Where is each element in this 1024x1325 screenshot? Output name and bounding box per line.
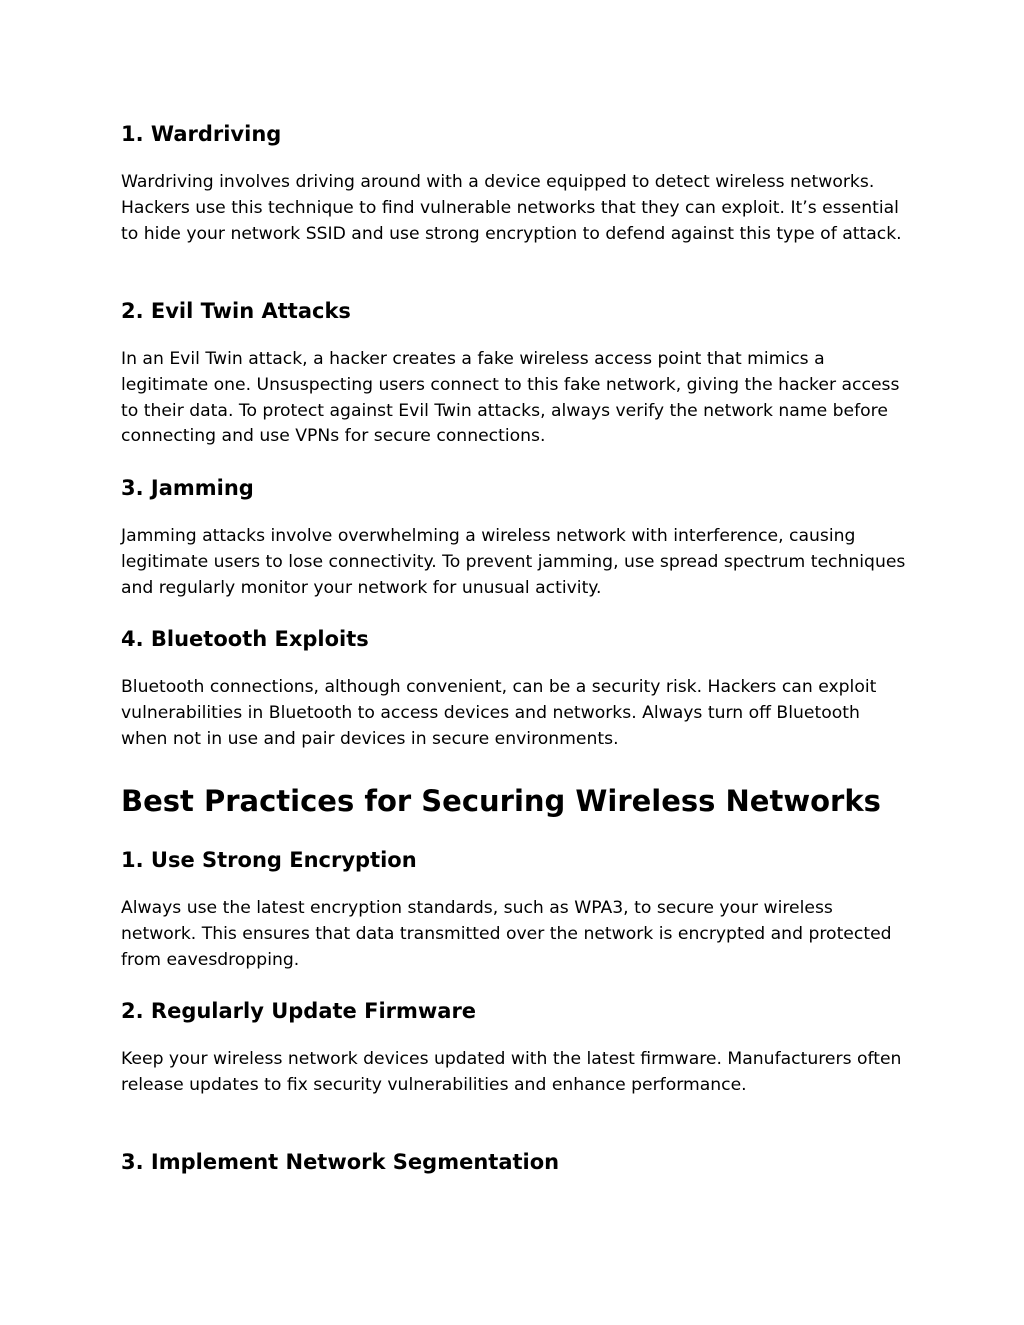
practice-heading-segmentation: 3. Implement Network Segmentation	[121, 1150, 560, 1174]
section-body-wardriving: Wardriving involves driving around with a device equipped to detect wireless networks. Hackers use this technique to find vulnerable networks that they can exploit. It’s essential to hide your network SSID and use strong encryption to defend against this type of attack.	[121, 172, 902, 244]
practice-heading-encryption: 1. Use Strong Encryption	[121, 848, 417, 872]
practice-body-encryption: Always use the latest encryption standards, such as WPA3, to secure your wireless network. This ensures that data transmitted over the network is encrypted and protected from eavesdropping.	[121, 898, 892, 970]
practice-heading-firmware: 2. Regularly Update Firmware	[121, 999, 477, 1023]
section-heading-jamming: 3. Jamming	[121, 476, 254, 500]
section-body-bluetooth: Bluetooth connections, although convenient, can be a security risk. Hackers can exploit vulnerabilities in Bluetooth to access devices and networks. Always turn off Bluetooth when not in use and pair devices in secure environments.	[121, 677, 877, 749]
section-body-jamming: Jamming attacks involve overwhelming a wireless network with interference, causing legitimate users to lose connectivity. To prevent jamming, use spread spectrum techniques and regularly monitor your network for unusual activity.	[121, 526, 906, 598]
section-heading-evil-twin: 2. Evil Twin Attacks	[121, 299, 351, 323]
section-heading-bluetooth: 4. Bluetooth Exploits	[121, 627, 369, 651]
best-practices-title: Best Practices for Securing Wireless Networks	[121, 784, 881, 818]
section-body-evil-twin: In an Evil Twin attack, a hacker creates a fake wireless access point that mimics a legitimate one. Unsuspecting users connect to this fake network, giving the hacker access to their data. To protect against Evil Twin attacks, always verify the network name before connecting and use VPNs for secure connections.	[121, 349, 900, 447]
section-heading-wardriving: 1. Wardriving	[121, 122, 282, 146]
practice-body-firmware: Keep your wireless network devices updated with the latest firmware. Manufacturers often release updates to fix security vulnerabilities and enhance performance.	[121, 1049, 902, 1095]
